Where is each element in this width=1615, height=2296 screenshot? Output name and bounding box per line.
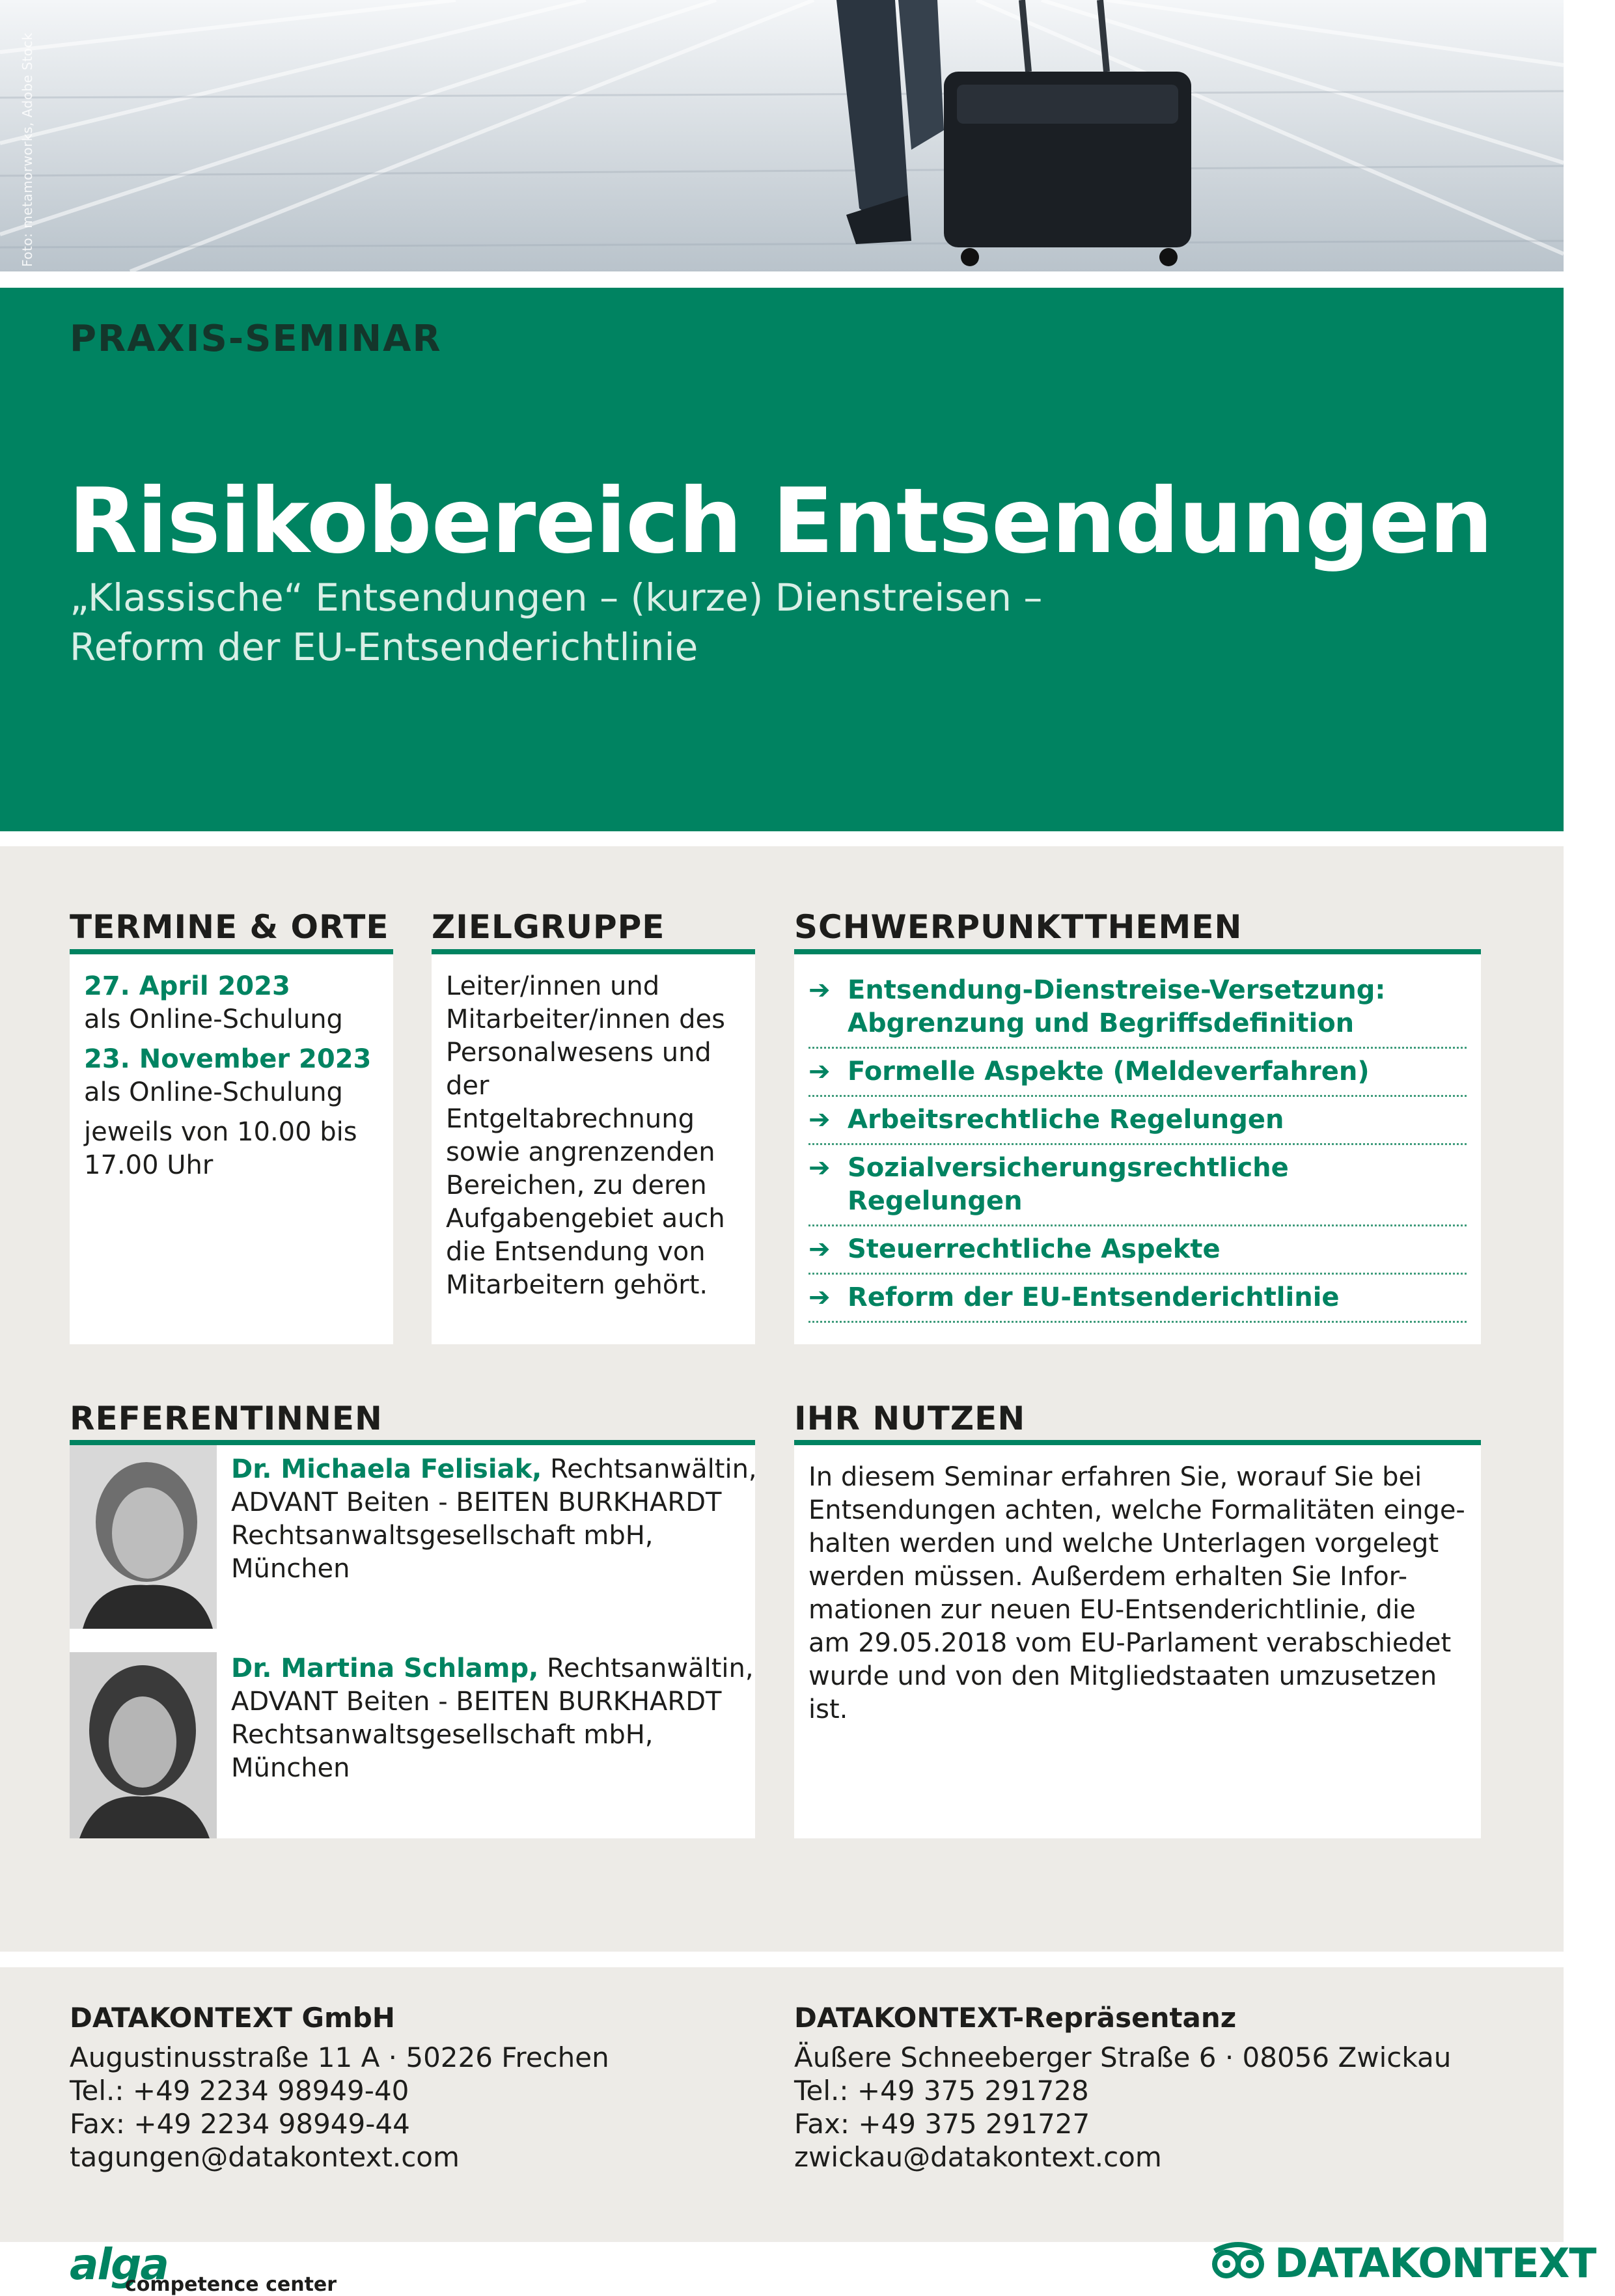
phone-line: Tel.: +49 375 291728: [794, 2075, 1089, 2107]
speaker-name: Dr. Martina Schlamp,: [231, 1653, 539, 1683]
nutzen-line: Entsendungen achten, welche Formalitäten einge-: [808, 1495, 1465, 1525]
topic-item: [808, 1277, 1467, 1323]
speaker-photo-felisiak: [70, 1445, 217, 1629]
arrow-right-icon: ➔: [808, 1282, 831, 1312]
photo-credit: Foto: metamorworks, Adobe Stock: [20, 32, 35, 267]
topic-item: [808, 970, 1467, 1049]
place-1: als Online-Schulung: [84, 1004, 343, 1034]
fax-line: Fax: +49 375 291727: [794, 2108, 1090, 2140]
arrow-right-icon: ➔: [808, 1057, 831, 1086]
place-2: als Online-Schulung: [84, 1077, 343, 1107]
speaker-role: Rechtsanwältin,: [538, 1653, 754, 1683]
alga-logo-text: alga: [70, 2239, 168, 2289]
topic-item: [808, 1051, 1467, 1097]
zielgruppe-line: der Entgeltabrechnung: [446, 1071, 695, 1134]
zielgruppe-line: Aufgabengebiet auch: [446, 1204, 725, 1234]
phone-line: Tel.: +49 2234 98949-40: [70, 2075, 409, 2107]
alga-logo: [70, 2239, 337, 2296]
footer-left-heading: DATAKONTEXT GmbH: [70, 2002, 395, 2034]
zielgruppe-line: Mitarbeiter/innen des: [446, 1004, 725, 1034]
email-link[interactable]: tagungen@datakontext.com: [70, 2141, 460, 2173]
seminar-kicker: PRAXIS-SEMINAR: [70, 318, 442, 360]
footer-left-address: [70, 2041, 609, 2174]
speaker-firm-type: Rechtsanwaltsgesellschaft mbH,: [231, 1720, 654, 1750]
topic-list: [808, 970, 1467, 1323]
nutzen-line: In diesem Seminar erfahren Sie, worauf Sie bei: [808, 1462, 1422, 1492]
topic-text: Reform der EU-Entsenderichtlinie: [848, 1282, 1340, 1312]
page-subtitle: [70, 573, 1042, 672]
datakontext-emblem-icon: [1211, 2241, 1265, 2286]
nutzen-line: wurde und von den Mitgliedstaaten umzusetzen ist.: [808, 1661, 1437, 1724]
subtitle-line: „Klassische“ Entsendungen – (kurze) Dienstreisen –: [70, 575, 1043, 620]
topic-item: [808, 1148, 1467, 1226]
hero-illustration: [0, 0, 1564, 271]
speaker-firm-type: Rechtsanwaltsgesellschaft mbH,: [231, 1521, 654, 1551]
speaker-firm: ADVANT Beiten - BEITEN BURKHARDT: [231, 1687, 722, 1717]
subtitle-line: Reform der EU-Entsenderichtlinie: [70, 625, 698, 669]
page-title: Risikobereich Entsendungen: [68, 469, 1493, 574]
speaker-info-schlamp: [231, 1652, 754, 1785]
referentinnen-heading: REFERENTINNEN: [70, 1400, 383, 1437]
nutzen-line: am 29.05.2018 vom EU-Parlament verabschiedet: [808, 1628, 1452, 1658]
zielgruppe-line: Mitarbeitern gehört.: [446, 1270, 708, 1300]
nutzen-line: mationen zur neuen EU-Entsenderichtlinie, die: [808, 1595, 1416, 1625]
arrow-right-icon: ➔: [808, 1153, 831, 1183]
alga-logo-subtitle: competence center: [125, 2273, 337, 2296]
date-2: 23. November 2023: [84, 1044, 372, 1074]
hero-photo: [0, 0, 1564, 271]
footer-right-address: [794, 2041, 1451, 2174]
footer-right-heading: DATAKONTEXT-Repräsentanz: [794, 2002, 1237, 2034]
fax-line: Fax: +49 2234 98949-44: [70, 2108, 410, 2140]
arrow-right-icon: ➔: [808, 1105, 831, 1135]
time-line: 17.00 Uhr: [84, 1150, 214, 1180]
address-line: Äußere Schneeberger Straße 6 · 08056 Zwickau: [794, 2041, 1452, 2073]
arrow-right-icon: ➔: [808, 975, 831, 1005]
email-link[interactable]: zwickau@datakontext.com: [794, 2141, 1162, 2173]
zielgruppe-line: Personalwesens und: [446, 1038, 711, 1068]
nutzen-box: [794, 1440, 1481, 1838]
zielgruppe-line: Bereichen, zu deren: [446, 1170, 707, 1200]
topic-text: Sozialversicherungsrechtliche Regelungen: [848, 1153, 1289, 1216]
datakontext-logo-text: DATAKONTEXT: [1275, 2239, 1596, 2287]
zielgruppe-line: die Entsendung von: [446, 1237, 706, 1267]
schwerpunkte-heading: SCHWERPUNKTTHEMEN: [794, 908, 1243, 946]
arrow-right-icon: ➔: [808, 1234, 831, 1264]
datakontext-logo: [1211, 2239, 1596, 2287]
speaker-name: Dr. Michaela Felisiak,: [231, 1454, 542, 1484]
nutzen-heading: IHR NUTZEN: [794, 1400, 1026, 1437]
time-line: jeweils von 10.00 bis: [84, 1117, 357, 1147]
zielgruppe-line: Leiter/innen und: [446, 971, 660, 1001]
speaker-photo-schlamp: [70, 1652, 217, 1838]
schwerpunkte-box: [794, 949, 1481, 1344]
zielgruppe-box: [432, 949, 755, 1344]
termine-heading: TERMINE & ORTE: [70, 908, 389, 946]
nutzen-line: werden müssen. Außerdem erhalten Sie Infor-: [808, 1562, 1407, 1592]
zielgruppe-line: sowie angrenzenden: [446, 1137, 715, 1167]
topic-text: Arbeitsrechtliche Regelungen: [848, 1105, 1284, 1135]
address-line: Augustinusstraße 11 A · 50226 Frechen: [70, 2041, 609, 2073]
date-1: 27. April 2023: [84, 971, 290, 1001]
speaker-city: München: [231, 1753, 350, 1783]
topic-item: [808, 1100, 1467, 1145]
topic-item: [808, 1229, 1467, 1275]
zielgruppe-heading: ZIELGRUPPE: [432, 908, 665, 946]
speaker-info-felisiak: [231, 1453, 757, 1586]
speaker-firm: ADVANT Beiten - BEITEN BURKHARDT: [231, 1487, 722, 1517]
nutzen-line: halten werden und welche Unterlagen vorgelegt: [808, 1528, 1439, 1558]
topic-text: Formelle Aspekte (Meldeverfahren): [848, 1057, 1370, 1086]
topic-text: Entsendung-Dienstreise-Versetzung: Abgrenzung und Begriffsdefinition: [848, 975, 1386, 1038]
speaker-city: München: [231, 1554, 350, 1584]
speaker-role: Rechtsanwältin,: [542, 1454, 757, 1484]
termine-box: [70, 949, 393, 1344]
topic-text: Steuerrechtliche Aspekte: [848, 1234, 1221, 1264]
